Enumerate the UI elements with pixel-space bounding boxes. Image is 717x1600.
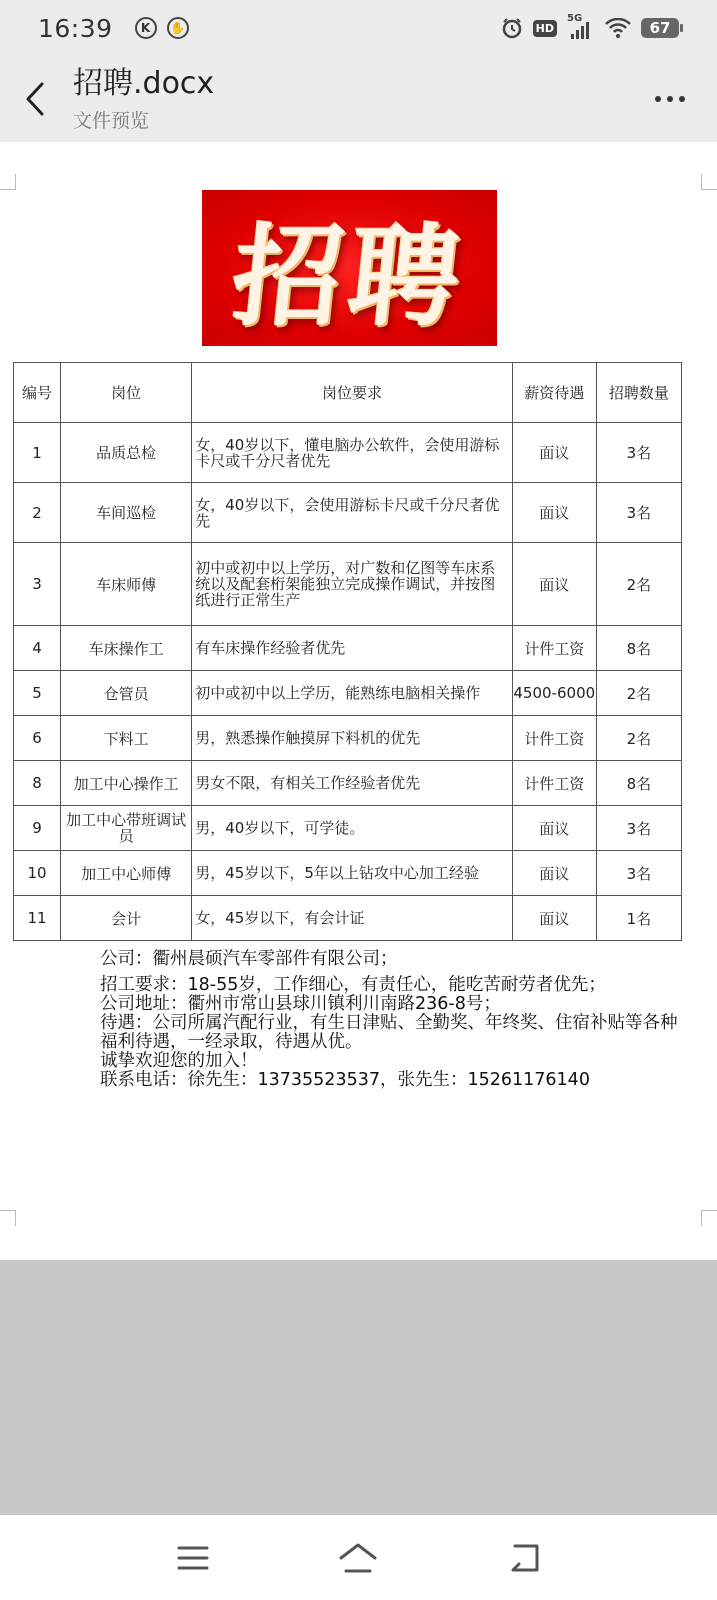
cell-salary: 面议 bbox=[512, 543, 596, 626]
table-row bbox=[14, 806, 682, 851]
recruit-requirements: 招工要求：18-55岁，工作细心，有责任心，能吃苦耐劳者优先； bbox=[100, 975, 606, 995]
status-bar bbox=[0, 0, 717, 56]
cell-no: 11 bbox=[14, 896, 61, 941]
hd-icon: HD bbox=[533, 20, 557, 37]
cell-requirement: 有车床操作经验者优先 bbox=[192, 626, 512, 671]
cell-count: 2名 bbox=[596, 716, 681, 761]
dot bbox=[667, 96, 673, 102]
cell-salary: 计件工资 bbox=[512, 761, 596, 806]
benefits: 待遇：公司所属汽配行业，有生日津贴、全勤奖、年终奖、住宿补贴等各种福利待遇，一经录取，待遇从优。 bbox=[100, 1013, 678, 1052]
cell-count: 1名 bbox=[596, 896, 681, 941]
cell-count: 3名 bbox=[596, 851, 681, 896]
header-requirement: 岗位要求 bbox=[192, 363, 512, 423]
k-circle-icon: K bbox=[135, 17, 157, 39]
cell-position: 车床师傅 bbox=[61, 543, 192, 626]
file-title: 招聘.docx bbox=[73, 65, 215, 101]
cell-no: 10 bbox=[14, 851, 61, 896]
cell-no: 1 bbox=[14, 423, 61, 483]
recruitment-banner bbox=[202, 190, 497, 346]
system-nav-bar bbox=[0, 1515, 717, 1600]
cell-no: 4 bbox=[14, 626, 61, 671]
cell-requirement: 初中或初中以上学历，对广数和亿图等车床系统以及配套桁架能独立完成操作调试，并按图纸进行正常生产 bbox=[192, 543, 512, 626]
cell-salary: 面议 bbox=[512, 851, 596, 896]
cell-no: 8 bbox=[14, 761, 61, 806]
status-time: 16:39 bbox=[38, 13, 113, 43]
back-arrow-icon bbox=[507, 1543, 541, 1573]
cell-count: 8名 bbox=[596, 626, 681, 671]
cell-salary: 面议 bbox=[512, 896, 596, 941]
table-row bbox=[14, 483, 682, 543]
table-header-row bbox=[14, 363, 682, 423]
back-button[interactable] bbox=[0, 56, 70, 142]
cell-no: 5 bbox=[14, 671, 61, 716]
battery-icon: 67 bbox=[641, 18, 679, 38]
table-row bbox=[14, 423, 682, 483]
jobs-table bbox=[13, 362, 682, 941]
contact-phone: 联系电话：徐先生：13735523537，张先生：15261176140 bbox=[100, 1070, 590, 1090]
cell-requirement: 男，40岁以下，可学徒。 bbox=[192, 806, 512, 851]
cell-count: 8名 bbox=[596, 761, 681, 806]
cell-requirement: 男女不限，有相关工作经验者优先 bbox=[192, 761, 512, 806]
alarm-icon bbox=[501, 17, 523, 39]
cell-salary: 面议 bbox=[512, 483, 596, 543]
chevron-left-icon bbox=[25, 82, 45, 116]
cell-no: 3 bbox=[14, 543, 61, 626]
home-button[interactable] bbox=[328, 1533, 388, 1583]
table-row bbox=[14, 761, 682, 806]
cell-no: 9 bbox=[14, 806, 61, 851]
cell-position: 会计 bbox=[61, 896, 192, 941]
table-row bbox=[14, 626, 682, 671]
cell-requirement: 初中或初中以上学历，能熟练电脑相关操作 bbox=[192, 671, 512, 716]
page-corner-mark bbox=[701, 174, 717, 190]
document-background bbox=[0, 1260, 717, 1515]
cell-salary: 计件工资 bbox=[512, 716, 596, 761]
cell-position: 车床操作工 bbox=[61, 626, 192, 671]
network-label: 5G bbox=[567, 13, 583, 24]
cell-requirement: 男，45岁以下，5年以上钻攻中心加工经验 bbox=[192, 851, 512, 896]
header-salary: 薪资待遇 bbox=[512, 363, 596, 423]
home-icon bbox=[338, 1542, 378, 1574]
table-row bbox=[14, 851, 682, 896]
cell-position: 车间巡检 bbox=[61, 483, 192, 543]
hand-circle-icon: ✋ bbox=[167, 17, 189, 39]
header-position: 岗位 bbox=[61, 363, 192, 423]
menu-button[interactable] bbox=[163, 1533, 223, 1583]
menu-icon bbox=[177, 1545, 209, 1571]
welcome-text: 诚挚欢迎您的加入！ bbox=[100, 1051, 258, 1071]
cell-count: 3名 bbox=[596, 423, 681, 483]
cell-position: 仓管员 bbox=[61, 671, 192, 716]
cell-position: 加工中心师傅 bbox=[61, 851, 192, 896]
back-nav-button[interactable] bbox=[494, 1533, 554, 1583]
table-row bbox=[14, 896, 682, 941]
banner-text: 招聘 bbox=[225, 212, 472, 341]
cell-position: 加工中心带班调试员 bbox=[61, 806, 192, 851]
cell-count: 2名 bbox=[596, 543, 681, 626]
page-corner-mark bbox=[701, 1210, 717, 1226]
cell-no: 2 bbox=[14, 483, 61, 543]
page-corner-mark bbox=[0, 174, 16, 190]
cell-salary: 计件工资 bbox=[512, 626, 596, 671]
cell-requirement: 女，45岁以下，有会计证 bbox=[192, 896, 512, 941]
company-info bbox=[100, 950, 690, 1090]
dot bbox=[679, 96, 685, 102]
cell-position: 下料工 bbox=[61, 716, 192, 761]
cell-count: 3名 bbox=[596, 806, 681, 851]
wifi-icon bbox=[605, 18, 631, 38]
page-corner-mark bbox=[0, 1210, 16, 1226]
company-name: 公司：衢州晨硕汽车零部件有限公司； bbox=[100, 949, 398, 969]
cell-position: 加工中心操作工 bbox=[61, 761, 192, 806]
table-row bbox=[14, 716, 682, 761]
header-count: 招聘数量 bbox=[596, 363, 681, 423]
cell-position: 品质总检 bbox=[61, 423, 192, 483]
cell-count: 3名 bbox=[596, 483, 681, 543]
header-no: 编号 bbox=[14, 363, 61, 423]
document-page[interactable] bbox=[0, 142, 717, 1260]
cell-salary: 4500-6000 bbox=[512, 671, 596, 716]
file-subtitle: 文件预览 bbox=[73, 109, 150, 132]
cell-count: 2名 bbox=[596, 671, 681, 716]
app-bar bbox=[0, 56, 717, 142]
company-address: 公司地址：衢州市常山县球川镇利川南路236-8号； bbox=[100, 994, 501, 1014]
table-row bbox=[14, 543, 682, 626]
5g-signal-icon bbox=[567, 13, 595, 39]
cell-no: 6 bbox=[14, 716, 61, 761]
cell-requirement: 男，熟悉操作触摸屏下料机的优先 bbox=[192, 716, 512, 761]
cell-salary: 面议 bbox=[512, 806, 596, 851]
cell-salary: 面议 bbox=[512, 423, 596, 483]
cell-requirement: 女，40岁以下，会使用游标卡尺或千分尺者优先 bbox=[192, 483, 512, 543]
table-row bbox=[14, 671, 682, 716]
more-options-button[interactable] bbox=[655, 79, 685, 119]
cell-requirement: 女，40岁以下，懂电脑办公软件，会使用游标卡尺或千分尺者优先 bbox=[192, 423, 512, 483]
dot bbox=[655, 96, 661, 102]
